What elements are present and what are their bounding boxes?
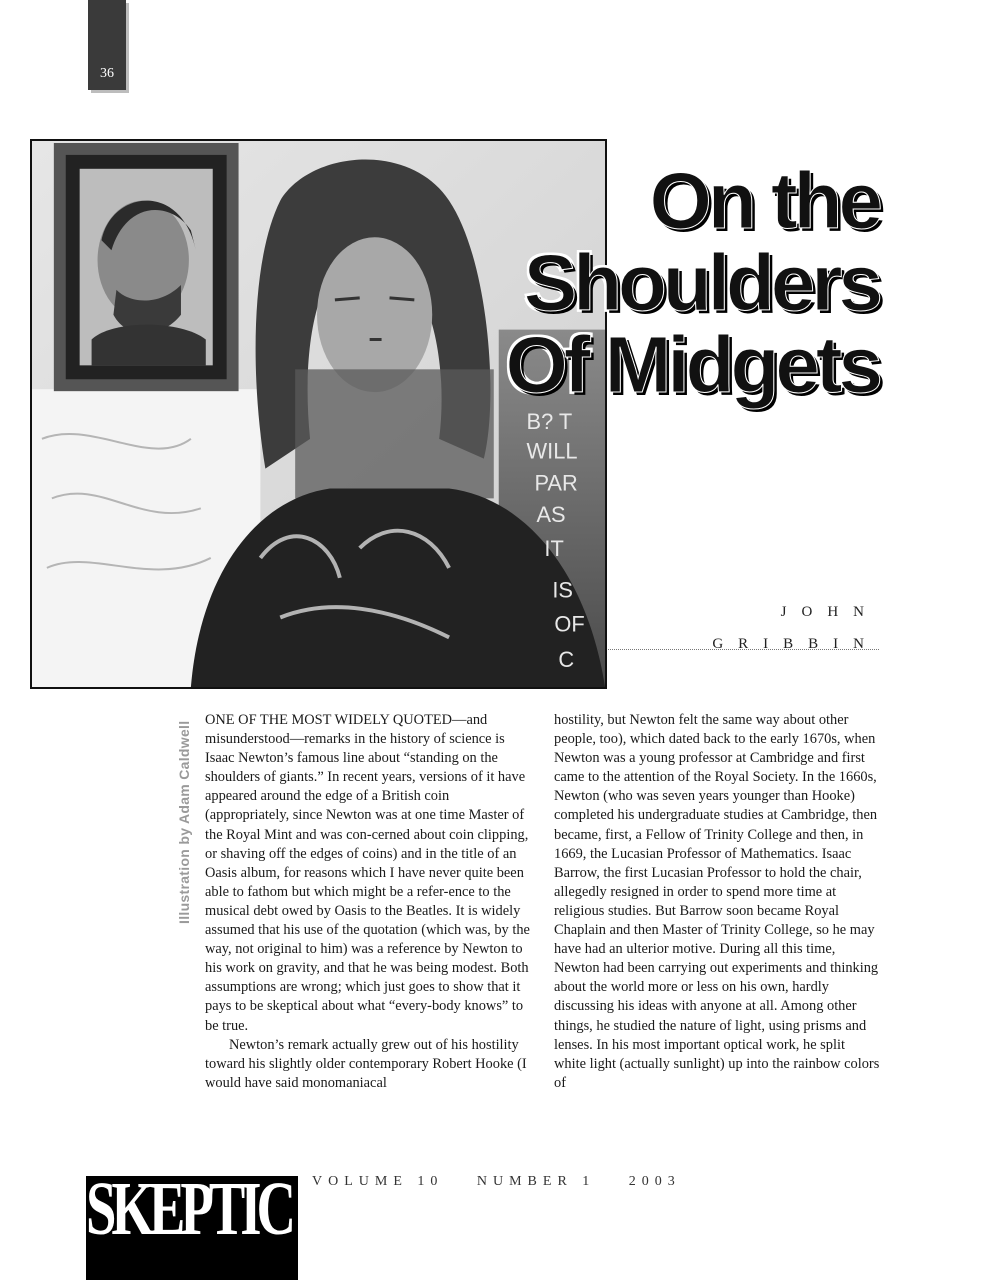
illustration-credit: Illustration by Adam Caldwell — [176, 720, 192, 924]
magazine-logo — [86, 1176, 298, 1280]
paragraph: hostility, but Newton felt the same way about other people, too), which dated back to the early 1670s, when Newton was a young professor at Cambridge and first came to the attention of the Royal Society. In the 1660s, Newton (who was seven years younger than Hooke) completed his undergraduate studies at Cambridge, then became, first, a Fellow of Trinity College and then, in 1669, the Lucasian Professor of Mathematics. Isaac Barrow, the first Lucasian Professor to hold the chair, allegedly resigned in order to spend more time at religious studies. But Barrow soon became Royal Chaplain and then Master of Trinity College, so he may have had an ulterior motive. During all this time, Newton had been carrying out experiments and thinking about the world more or less on his own, hardly discussing his ideas with anyone at all. Among other things, he studied the nature of light, using prisms and lenses. In his most important optical work, he split white light (actually sunlight) up into the rainbow colors of — [554, 712, 880, 1091]
svg-text:WILL: WILL — [526, 438, 578, 464]
volume: VOLUME 10 — [312, 1174, 444, 1189]
author-first-name: JOHN — [780, 604, 879, 620]
byline — [712, 596, 879, 660]
svg-text:IT: IT — [544, 535, 564, 561]
title-line: On the — [649, 156, 879, 245]
svg-text:OF: OF — [554, 611, 585, 637]
year: 2003 — [628, 1174, 681, 1189]
issue-number: NUMBER 1 — [476, 1174, 596, 1189]
framed-portrait — [54, 143, 239, 391]
svg-text:C: C — [558, 647, 575, 673]
page-number: 36 — [100, 66, 114, 81]
svg-text:IS: IS — [552, 577, 573, 603]
svg-text:PAR: PAR — [534, 470, 578, 496]
byline-rule — [608, 649, 879, 650]
author-last-name: GRIBBIN — [712, 636, 879, 652]
svg-text:B? T: B? T — [526, 408, 573, 434]
svg-text:AS: AS — [536, 502, 566, 528]
page-number-tab — [88, 0, 126, 90]
title-line: Of Midgets — [505, 320, 879, 409]
paragraph: ONE OF THE MOST WIDELY QUOTED—and misunderstood—remarks in the history of science is Isaac Newton’s famous line about “standing on the shoulders of giants.” In recent years, versions of it have appeared around the edge of a British coin (appropriately, since Newton was at one time Master of the Royal Mint and was con-cerned about coin clipping, or shaving off the edges of coins) and in the title of an Oasis album, for reasons which I have never quite been able to fathom but which might be a refer-ence to the musical debt owed by Oasis to the Beatles. It is widely assumed that his use of the quotation (which was, by the way, not original to him) was a reference by Newton to his work on gravity, and that he was being modest. Both assumptions are wrong; which just goes to show that it pays to be skeptical about what “every-body knows” to be true. — [205, 712, 530, 1034]
article-column-2 — [554, 711, 880, 1093]
magazine-name: SKEPTIC — [86, 1176, 291, 1251]
paragraph: Newton’s remark actually grew out of his hostility toward his slightly older contemporary Robert Hooke (I would have said monomaniacal — [205, 1036, 527, 1091]
article-title — [505, 156, 879, 409]
article-column-1 — [205, 711, 531, 1093]
title-line: Shoulders — [523, 238, 879, 327]
issue-info — [312, 1174, 705, 1190]
